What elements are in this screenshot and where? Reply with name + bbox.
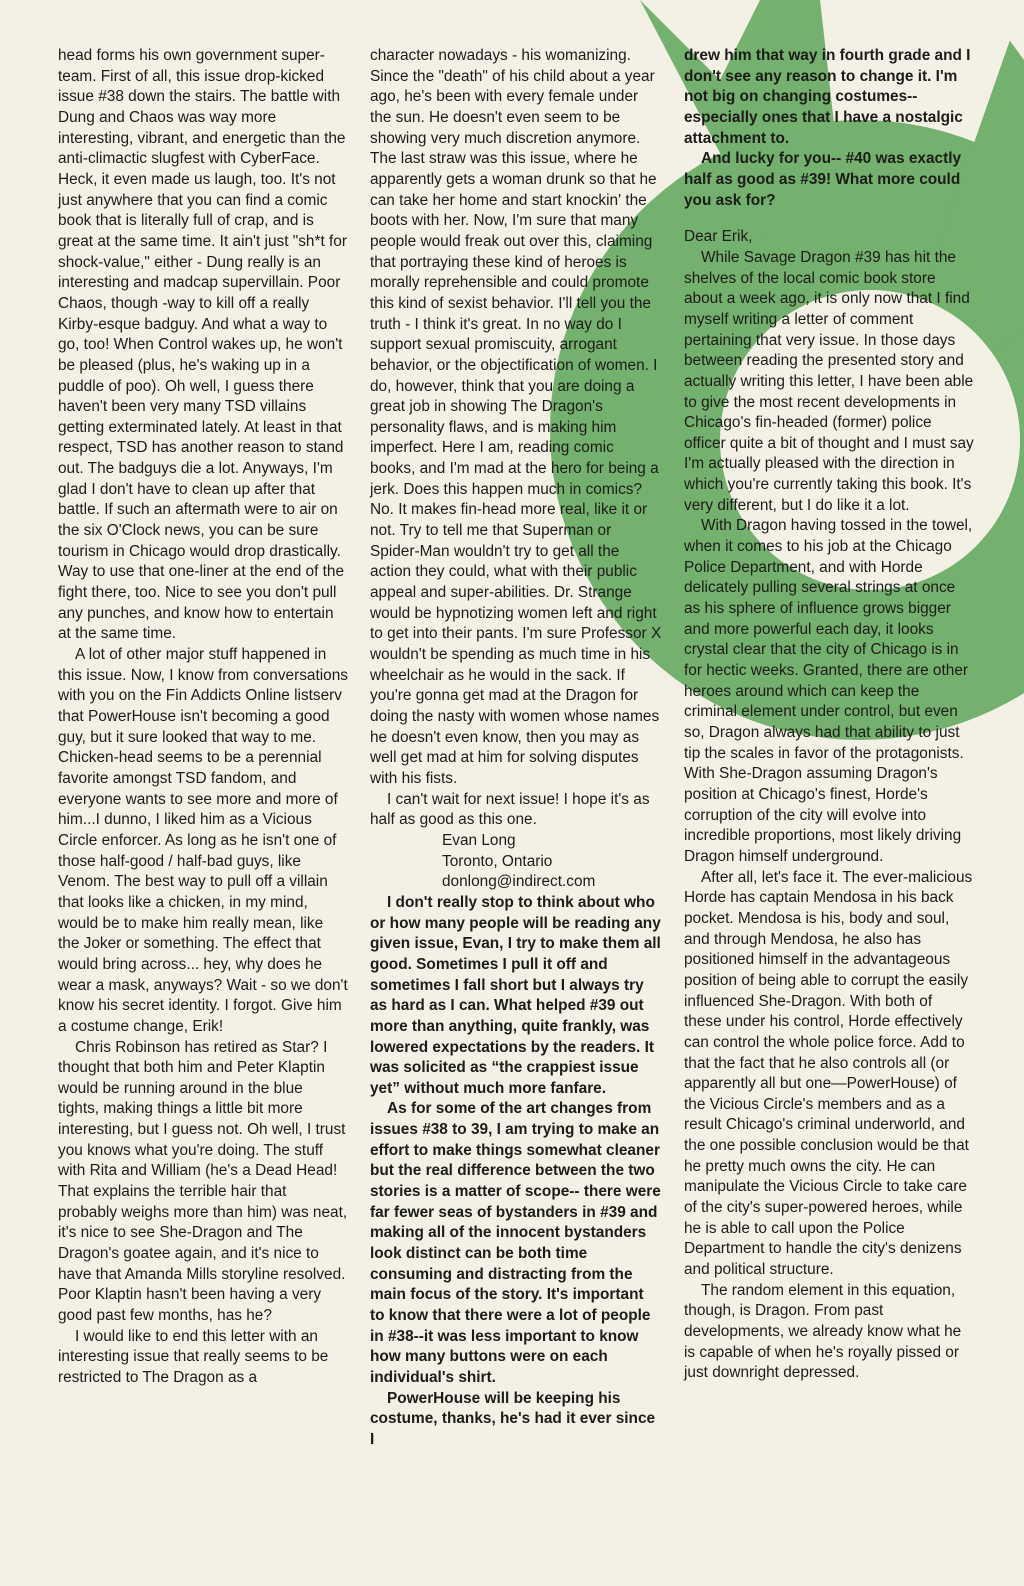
- letter-paragraph: head forms his own government super-team. First of all, this issue drop-kicked issue #38 down the stairs. The battle with Dung and Chaos was way more interesting, vibrant, and energetic than the anti-climactic slugfest with CyberFace. Heck, it even made us laugh, too. It's not just anywhere that you can find a comic book that is literally full of crap, and is great at the same time. It ain't just "sh*t for shock-value," either - Dung really is an interesting and madcap supervillain. Poor Chaos, though -way to kill off a really Kirby-esque badguy. And what a way to go, too! When Control wakes up, he won't be pleased (plus, he's waking up in a puddle of poo). Oh well, I guess there haven't been very many TSD villains getting exterminated lately. At least in that respect, TSD has another reason to stand out. The badguys die a lot. Anyways, I'm glad I don't have to clean up after that battle. If such an aftermath were to air on the six O'Clock news, you can be sure tourism in Chicago would drop drastically. Way to use that one-liner at the end of the fight there, too. Nice to see you don't pull any punches, and know how to entertain at the same time.: [58, 47, 347, 643]
- letter-paragraph: After all, let's face it. The ever-malicious Horde has captain Mendosa in his back pocket. Mendosa is his, body and soul, and through Mendosa, he also has positioned himself in the advantageous position of being able to corrupt the easily influenced She-Dragon. With both of these under his control, Horde effectively can control the whole police force. Add to that the fact that he also controls all (or apparently all but one—PowerHouse) of the Vicious Circle's members and as a result Chicago's criminal underworld, and the one possible conclusion would be that he pretty much owns the city. He can manipulate the Vicious Circle to take care of the city's super-powered heroes, while he is able to call upon the Police Department to handle the city's denizens and political structure.: [684, 868, 973, 1279]
- letter-paragraph: character nowadays - his womanizing. Since the "death" of his child about a year ago, he's been with every female under the sun. He doesn't even seem to be showing very much discretion anymore. The last straw was this issue, where he apparently gets a woman drunk so that he can take her home and start knockin' the boots with her. Now, I'm sure that many people would freak out over this, claiming that portraying these kind of heroes is morally reprehensible and could promote this kind of sexist behavior. I'll tell you the truth - I think it's great. In no way do I support sexual promiscuity, arrogant behavior, or the objectification of women. I do, however, think that you are doing a great job in showing The Dragon's personality flaws, and is making him imperfect. Here I am, reading comic books, and I'm mad at the hero for being a jerk. Does this happen much in comics? No. It makes fin-head more real, like it or not. Try to tell me that Superman or Spider-Man wouldn't try to get all the action they could, what with their public appeal and super-abilities. Dr. Strange would be hypnotizing women left and right to get into their pants. I'm sure Professor X wouldn't be spending as much time in his wheelchair as he would in the sack. If you're gonna get mad at the Dragon for doing the nasty with women whose names he doesn't even know, then you may as well get mad at him for solving disputes with his fists.: [370, 47, 662, 787]
- letter-column-2: [370, 46, 662, 1451]
- editor-reply-paragraph: As for some of the art changes from issues #38 to 39, I am trying to make an effort to make things somewhat cleaner but the real difference between the two stories is a matter of scope-- there were far fewer seas of bystanders in #39 and making all of the innocent bystanders look distinct can be both time consuming and distracting from the main focus of the story. It's important to know that there were a lot of people in #38--it was less important to know how many buttons were on each individual's shirt.: [370, 1100, 661, 1386]
- editor-reply-paragraph: drew him that way in fourth grade and I don't see any reason to change it. I'm not big on changing costumes-- especially ones that I have a nostalgic attachment to.: [684, 47, 971, 147]
- editor-reply-paragraph: PowerHouse will be keeping his costume, thanks, he's had it ever since I: [370, 1389, 656, 1448]
- signature-email: donlong@indirect.com: [442, 873, 596, 891]
- signature-name: Evan Long: [442, 831, 516, 849]
- letter-paragraph: I can't wait for next issue! I hope it's as half as good as this one.: [370, 790, 650, 829]
- letter-paragraph: The random element in this equation, though, is Dragon. From past developments, we already know what he is capable of when he's royally pissed or just downright depressed.: [684, 1281, 962, 1382]
- letter-column-1: [58, 46, 348, 1389]
- editor-reply-paragraph: And lucky for you-- #40 was exactly half as good as #39! What more could you ask for?: [684, 150, 962, 209]
- letter-column-3: [684, 46, 974, 1384]
- letter-paragraph: While Savage Dragon #39 has hit the shelves of the local comic book store about a week ago, it is only now that I find myself writing a letter of comment pertaining that very issue. In those days between reading the presented story and actually writing this letter, I have been able to give the most recent developments in Chicago's fin-headed (former) police officer quite a bit of thought and I must say I'm actually pleased with the direction in which you're currently taking this book. It's very different, but I do like it a lot.: [684, 248, 974, 514]
- letter-paragraph: A lot of other major stuff happened in this issue. Now, I know from conversations with you on the Fin Addicts Online listserv that PowerHouse isn't becoming a good guy, but it sure looked that way to me. Chicken-head seems to be a perennial favorite amongst TSD fandom, and everyone wants to see more and more of him...I dunno, I liked him as a Vicious Circle enforcer. As long as he isn't one of those half-good / half-bad guys, like Venom. The best way to pull off a villain that looks like a chicken, in my mind, would be to make him really mean, like the Joker or something. The effect that would bring across... hey, why does he wear a mask, anyways? Wait - so we don't know his secret identity. I forgot. Give him a costume change, Erik!: [58, 646, 348, 1035]
- letter-paragraph: With Dragon having tossed in the towel, when it comes to his job at the Chicago Police Department, and with Horde delicately pulling several strings at once as his sphere of influence grows bigger and more powerful each day, it looks crystal clear that the city of Chicago is in for hectic weeks. Granted, there are other heroes around which can keep the criminal element under control, but even so, Dragon always had that ability to just tip the scales in favor of the protagonists. With She-Dragon assuming Dragon's position at Chicago's finest, Horde's corruption of the city will evolve into incredible proportions, most likely driving Dragon himself underground.: [684, 517, 973, 865]
- letter-salutation: Dear Erik,: [684, 228, 753, 246]
- signature-location: Toronto, Ontario: [442, 852, 553, 870]
- editor-reply-paragraph: I don't really stop to think about who or how many people will be reading any given issue, Evan, I try to make them all good. Sometimes I pull it off and sometimes I fall short but I always try as hard as I can. What helped #39 out more than anything, quite frankly, was lowered expectations by the readers. It was solicited as “the crappiest issue yet” without much more fanfare.: [370, 893, 661, 1097]
- letter-paragraph: I would like to end this letter with an interesting issue that really seems to be restricted to The Dragon as a: [58, 1327, 329, 1386]
- letter-paragraph: Chris Robinson has retired as Star? I thought that both him and Peter Klaptin would be running around in the blue tights, making things a little bit more interesting, but I guess not. Oh well, I trust you knows what you're doing. The stuff with Rita and William (he's a Dead Head! That explains the terrible hair that probably weighs more than him) was neat, it's nice to see She-Dragon and The Dragon's goatee again, and it's nice to have that Amanda Mills storyline resolved. Poor Klaptin hasn't been having a very good past few months, has he?: [58, 1038, 348, 1325]
